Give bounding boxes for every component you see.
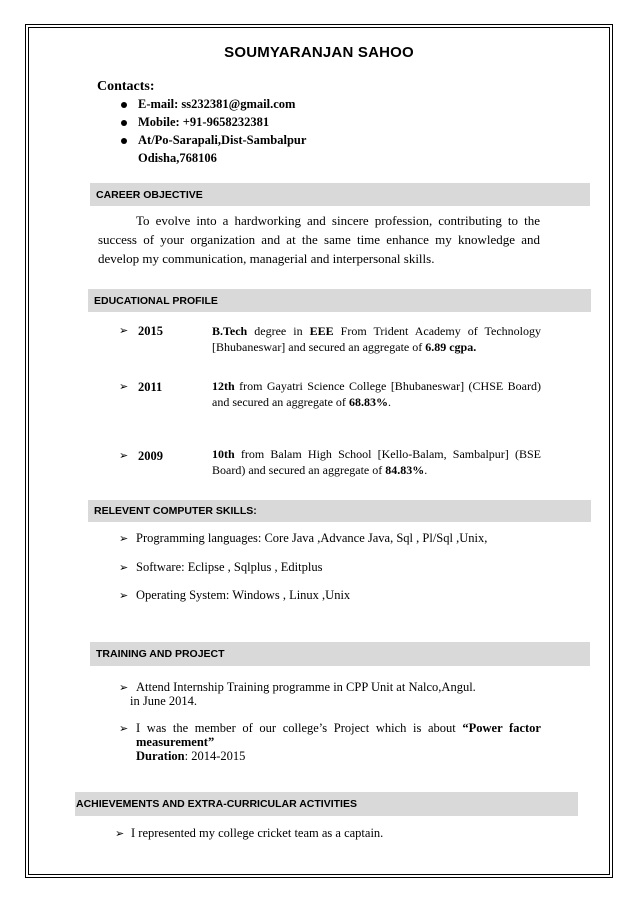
- round-bullet-icon: [121, 102, 127, 108]
- contacts-heading: Contacts:: [97, 79, 155, 94]
- achievements-heading: ACHIEVEMENTS AND EXTRA-CURRICULAR ACTIVITIES: [75, 792, 578, 816]
- education-heading: EDUCATIONAL PROFILE: [88, 289, 591, 312]
- career-objective-text: To evolve into a hardworking and sincere profession, contributing to the success of your organization and at the same time enhance my knowledge and develop my communication, managerial and interpersonal skills.: [98, 213, 540, 266]
- career-objective-heading: CAREER OBJECTIVE: [90, 183, 590, 206]
- contact-address: At/Po-Sarapali,Dist-Sambalpur: [121, 133, 421, 149]
- arrow-bullet-icon: ➢: [119, 681, 129, 694]
- arrow-bullet-icon: ➢: [119, 561, 129, 574]
- training-heading: TRAINING AND PROJECT: [90, 642, 590, 666]
- round-bullet-icon: [121, 120, 127, 126]
- contact-email: E-mail: ss232381@gmail.com: [121, 97, 421, 113]
- skills-heading: RELEVENT COMPUTER SKILLS:: [88, 500, 591, 522]
- education-year: 2015: [138, 324, 163, 338]
- arrow-bullet-icon: ➢: [115, 827, 125, 840]
- project-duration: Duration: 2014-2015: [136, 749, 246, 763]
- education-year: 2009: [138, 449, 163, 463]
- education-detail: 10th from Balam High School [Kello-Balam, Sambalpur] (BSE Board) and secured an aggregate of 84.83%.: [212, 447, 541, 477]
- round-bullet-icon: [121, 138, 127, 144]
- arrow-bullet-icon: ➢: [119, 449, 129, 462]
- education-detail: 12th from Gayatri Science College [Bhubaneswar] (CHSE Board) and secured an aggregate of 68.83%.: [212, 379, 541, 409]
- arrow-bullet-icon: ➢: [119, 324, 129, 337]
- arrow-bullet-icon: ➢: [119, 380, 129, 393]
- education-detail: B.Tech degree in EEE From Trident Academy of Technology [Bhubaneswar] and secured an aggregate of 6.89 cgpa.: [212, 324, 541, 354]
- arrow-bullet-icon: ➢: [119, 722, 129, 735]
- contact-address-line2: Odisha,768106: [138, 151, 217, 165]
- education-year: 2011: [138, 380, 163, 394]
- arrow-bullet-icon: ➢: [119, 532, 129, 545]
- contact-mobile: Mobile: +91-9658232381: [121, 115, 421, 131]
- arrow-bullet-icon: ➢: [119, 589, 129, 602]
- resume-name: SOUMYARANJAN SAHOO: [224, 44, 414, 61]
